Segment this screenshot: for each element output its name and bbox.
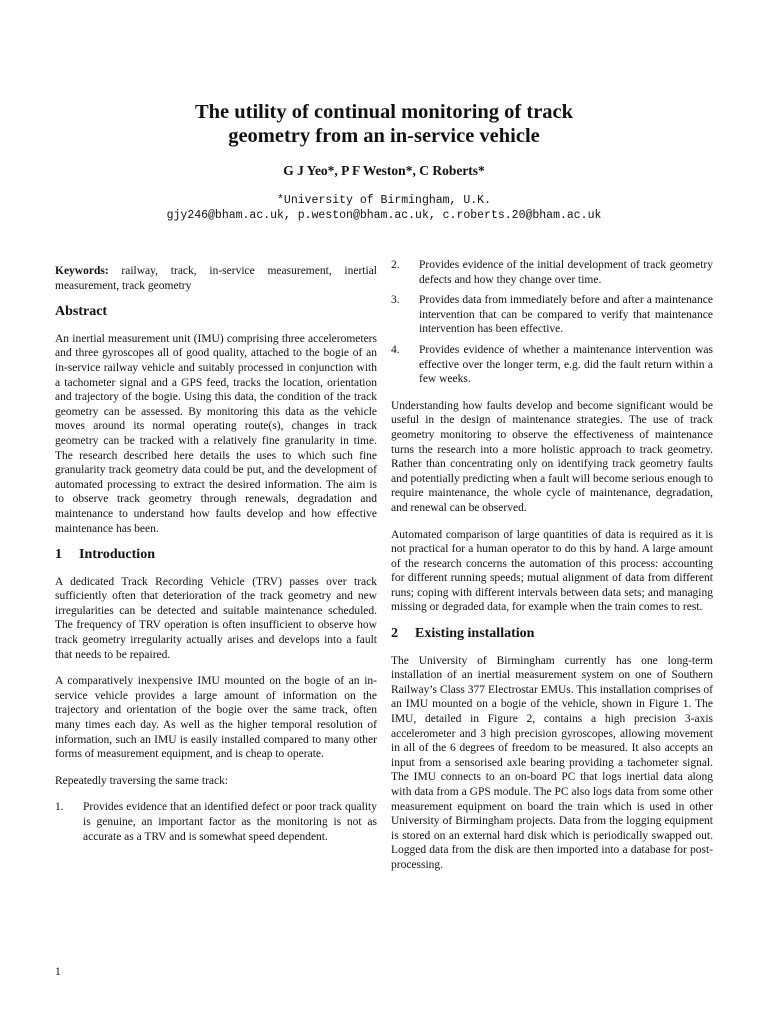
list-item-number: 3. bbox=[391, 294, 400, 307]
intro-paragraph-3: Repeatedly traversing the same track: bbox=[55, 774, 229, 787]
list-item-number: 4. bbox=[391, 343, 400, 356]
affiliation-block bbox=[0, 194, 768, 223]
section-heading-existing-installation bbox=[391, 627, 713, 642]
body-paragraph-2: Automated comparison of large quantities of data is required as it is not practical for a human operator to do this by hand. A large amount of the research concerns the automation of this process: accounting for different running speeds; mutual alignment of data from different runs; coping with different intervals between data sets; and managing missing or degraded data, for example when the train comes to rest. bbox=[391, 528, 713, 614]
body-paragraph-1: Understanding how faults develop and become significant would be useful in the design of maintenance strategies. The use of track geometry monitoring to observe the effectiveness of maintenance turns the research into a more holistic approach to track geometry. Rather than concentrating only on identifying track geometry faults and potentially predicting when a fault will become serious enough to require maintenance, the whole cycle of maintenance, degradation, and renewal can be observed. bbox=[391, 399, 713, 514]
list-item-number: 1. bbox=[55, 801, 64, 814]
list-item bbox=[391, 258, 713, 287]
intro-paragraph-2: A comparatively inexpensive IMU mounted on the bogie of an in-service vehicle provides a large amount of information on the trajectory and orientation of the bogie over the same track, often many times each day. As well as the higher temporal resolution of information, such an IMU is easily installed compared to many other forms of measurement equipment, and is cheap to operate. bbox=[55, 675, 377, 761]
keywords-label: Keywords: bbox=[55, 265, 109, 277]
left-column bbox=[55, 264, 377, 856]
paper-title bbox=[0, 100, 768, 148]
list-item bbox=[391, 293, 713, 337]
section-number: 1 bbox=[55, 547, 62, 563]
page-number: 1 bbox=[55, 966, 61, 978]
list-item bbox=[55, 800, 377, 844]
list-item-number: 2. bbox=[391, 259, 400, 271]
keywords bbox=[55, 264, 377, 293]
existing-installation-paragraph: The University of Birmingham currently has one long-term installation of an inertial measurement system on one of Southern Railway’s Class 377 Electrostar EMUs. This installation comprises of an IMU mounted on a bogie of the vehicle, shown in Figure 1. The IMU, detailed in Figure 2, contains a high precision 3-axis accelerometer and 3 high precision gyroscopes, allowing movement in all of the 6 degrees of freedom to be measured. It also accepts an input from a sensorised axle bearing providing a tachometer signal. The IMU connects to an on-board PC that logs inertial data along with data from a GPS module. The PC also logs data from some other measurement equipment on board the train which is used in other University of Birmingham projects. Data from the logging equipment is stored on an external hard disk which is periodically swapped out. Logged data from the disk are then imported into a database for post-processing. bbox=[391, 654, 713, 871]
section-heading-introduction bbox=[55, 548, 377, 563]
list-item bbox=[391, 343, 713, 387]
numbered-list-left bbox=[55, 800, 377, 844]
right-column bbox=[391, 258, 713, 885]
title-line-2: geometry from an in-service vehicle bbox=[228, 125, 540, 147]
title-line-1: The utility of continual monitoring of track bbox=[194, 101, 574, 123]
numbered-list-right bbox=[391, 258, 713, 387]
list-item-text: Provides evidence of the initial development of track geometry defects and how they change over time. bbox=[419, 259, 713, 286]
emails: gjy246@bham.ac.uk, p.weston@bham.ac.uk, c.roberts.20@bham.ac.uk bbox=[166, 208, 602, 222]
section-title: Existing installation bbox=[415, 626, 535, 642]
section-title: Introduction bbox=[79, 547, 155, 563]
list-item-text: Provides evidence that an identified defect or poor track quality is genuine, an important factor as the monitoring is not as accurate as a TRV and is somewhat speed dependent. bbox=[83, 801, 377, 843]
intro-paragraph-1: A dedicated Track Recording Vehicle (TRV) passes over track sufficiently often that deterioration of the track geometry and new irregularities can be detected and suitable maintenance scheduled. The frequency of TRV operation is often insufficient to observe how track geometry irregularity actually arises and develops into a fault that needs to be repaired. bbox=[55, 575, 377, 661]
authors: G J Yeo*, P F Weston*, C Roberts* bbox=[283, 163, 485, 178]
section-number: 2 bbox=[391, 626, 398, 642]
affiliation: *University of Birmingham, U.K. bbox=[277, 194, 491, 207]
list-item-text: Provides evidence of whether a maintenance intervention was effective over the longer term, e.g. did the fault return within a few weeks. bbox=[419, 343, 713, 386]
abstract-text: An inertial measurement unit (IMU) comprising three accelerometers and three gyroscopes all of good quality, attached to the bogie of an in-service railway vehicle and suitably processed in conjunction with a tachometer signal and a GPS feed, tracks the location, orientation and trajectory of the bogie. Using this data, the condition of the track geometry can be assessed. By monitoring this data as the vehicle moves around its normal operating route(s), changes in track geometry can be tracked with a relatively fine granularity in time. The research described here details the uses to which such fine granularity track geometry data could be put, and the development of automated processing to extract the desired information. The aim is to observe track geometry through renewals, degradation and maintenance to understand how faults develop and how effective maintenance has been. bbox=[55, 332, 377, 535]
list-item-text: Provides data from immediately before and after a maintenance intervention that can be compared to verify that maintenance intervention has been effective. bbox=[419, 294, 713, 336]
keywords-text: railway, track, in-service measurement, inertial measurement, track geometry bbox=[55, 265, 377, 292]
abstract-heading: Abstract bbox=[55, 304, 108, 320]
